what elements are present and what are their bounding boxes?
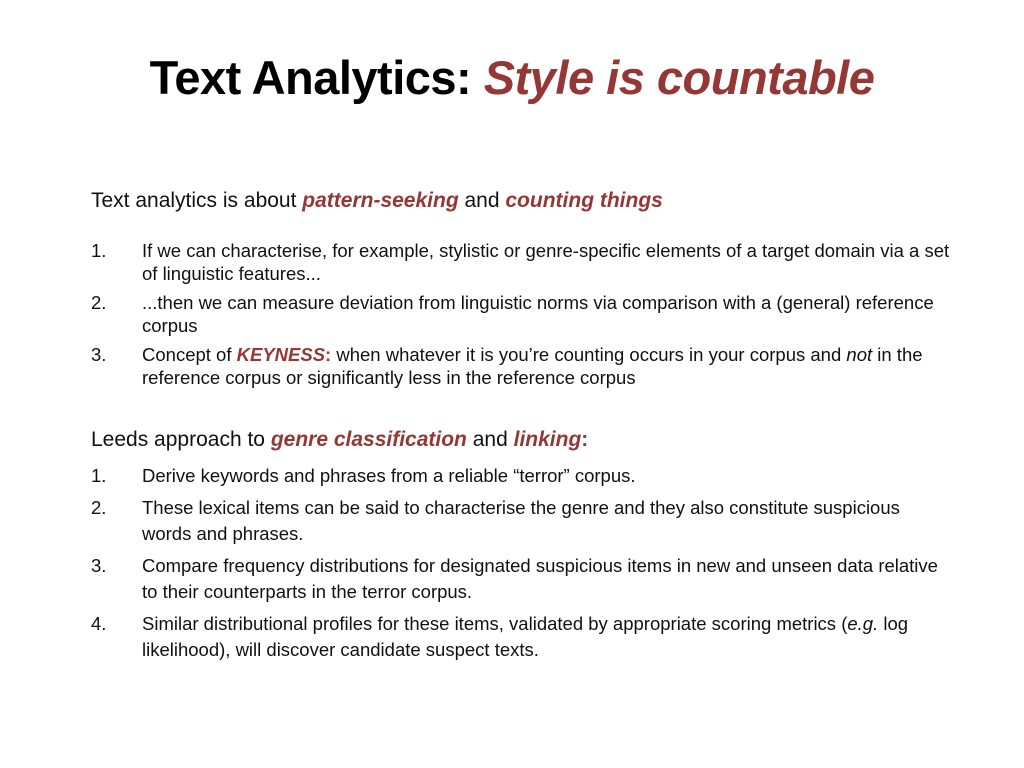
list-item (91, 553, 951, 605)
list-item-text-post: in the reference corpus or significantly less in the reference corpus (142, 344, 923, 388)
section2-intro (91, 427, 971, 453)
list-item-number: 1. (91, 465, 107, 486)
section1-intro (91, 188, 971, 214)
list-item-text-post: log likelihood), will discover candidate suspect texts. (142, 613, 909, 660)
section1-intro-middle: and (458, 189, 506, 212)
list-item-text: If we can characterise, for example, stylistic or genre-specific elements of a target domain via a set of linguistic features... (142, 240, 950, 284)
section1-list (91, 239, 951, 395)
list-item-text: ...then we can measure deviation from linguistic norms via comparison with a (general) reference corpus (142, 292, 934, 336)
keyness-term: KEYNESS (236, 344, 326, 365)
list-item-number: 2. (91, 292, 107, 313)
section2-intro-prefix: Leeds approach to (91, 428, 271, 451)
title-main: Text Analytics: (149, 51, 484, 104)
section1-intro-prefix: Text analytics is about (91, 189, 303, 212)
list-item (91, 495, 951, 547)
section1-intro-emph-counting: counting things (505, 189, 663, 212)
list-item-number: 2. (91, 497, 107, 518)
eg-emphasis: e.g. (847, 613, 879, 634)
title-accent: Style is countable (483, 51, 875, 104)
list-item (91, 343, 951, 389)
list-item-number: 3. (91, 344, 107, 365)
list-item-text-mid: when whatever it is you’re counting occurs in your corpus and (331, 344, 847, 365)
list-item-text: These lexical items can be said to characterise the genre and they also constitute suspicious words and phrases. (142, 497, 900, 544)
list-item (91, 611, 951, 663)
list-item-text-pre: Concept of (142, 344, 237, 365)
section2-intro-colon: : (581, 428, 589, 451)
list-item-number: 3. (91, 555, 107, 576)
list-item (91, 463, 951, 489)
list-item-text: Compare frequency distributions for designated suspicious items in new and unseen data relative to their counterparts in the terror corpus. (142, 555, 938, 602)
list-item-text: Derive keywords and phrases from a reliable “terror” corpus. (142, 465, 636, 486)
list-item-number: 4. (91, 613, 107, 634)
keyness-colon: : (325, 344, 332, 365)
not-emphasis: not (846, 344, 873, 365)
section1-intro-emph-pattern: pattern-seeking (302, 189, 459, 212)
section2-list (91, 463, 951, 669)
list-item-number: 1. (91, 240, 107, 261)
list-item-text-pre: Similar distributional profiles for these items, validated by appropriate scoring metrics ( (142, 613, 848, 634)
section2-intro-emph-linking: linking (513, 428, 582, 451)
section2-intro-middle: and (466, 428, 514, 451)
slide-title (0, 50, 1024, 106)
section2-intro-emph-genre: genre classification (270, 428, 467, 451)
list-item (91, 291, 951, 337)
list-item (91, 239, 951, 285)
